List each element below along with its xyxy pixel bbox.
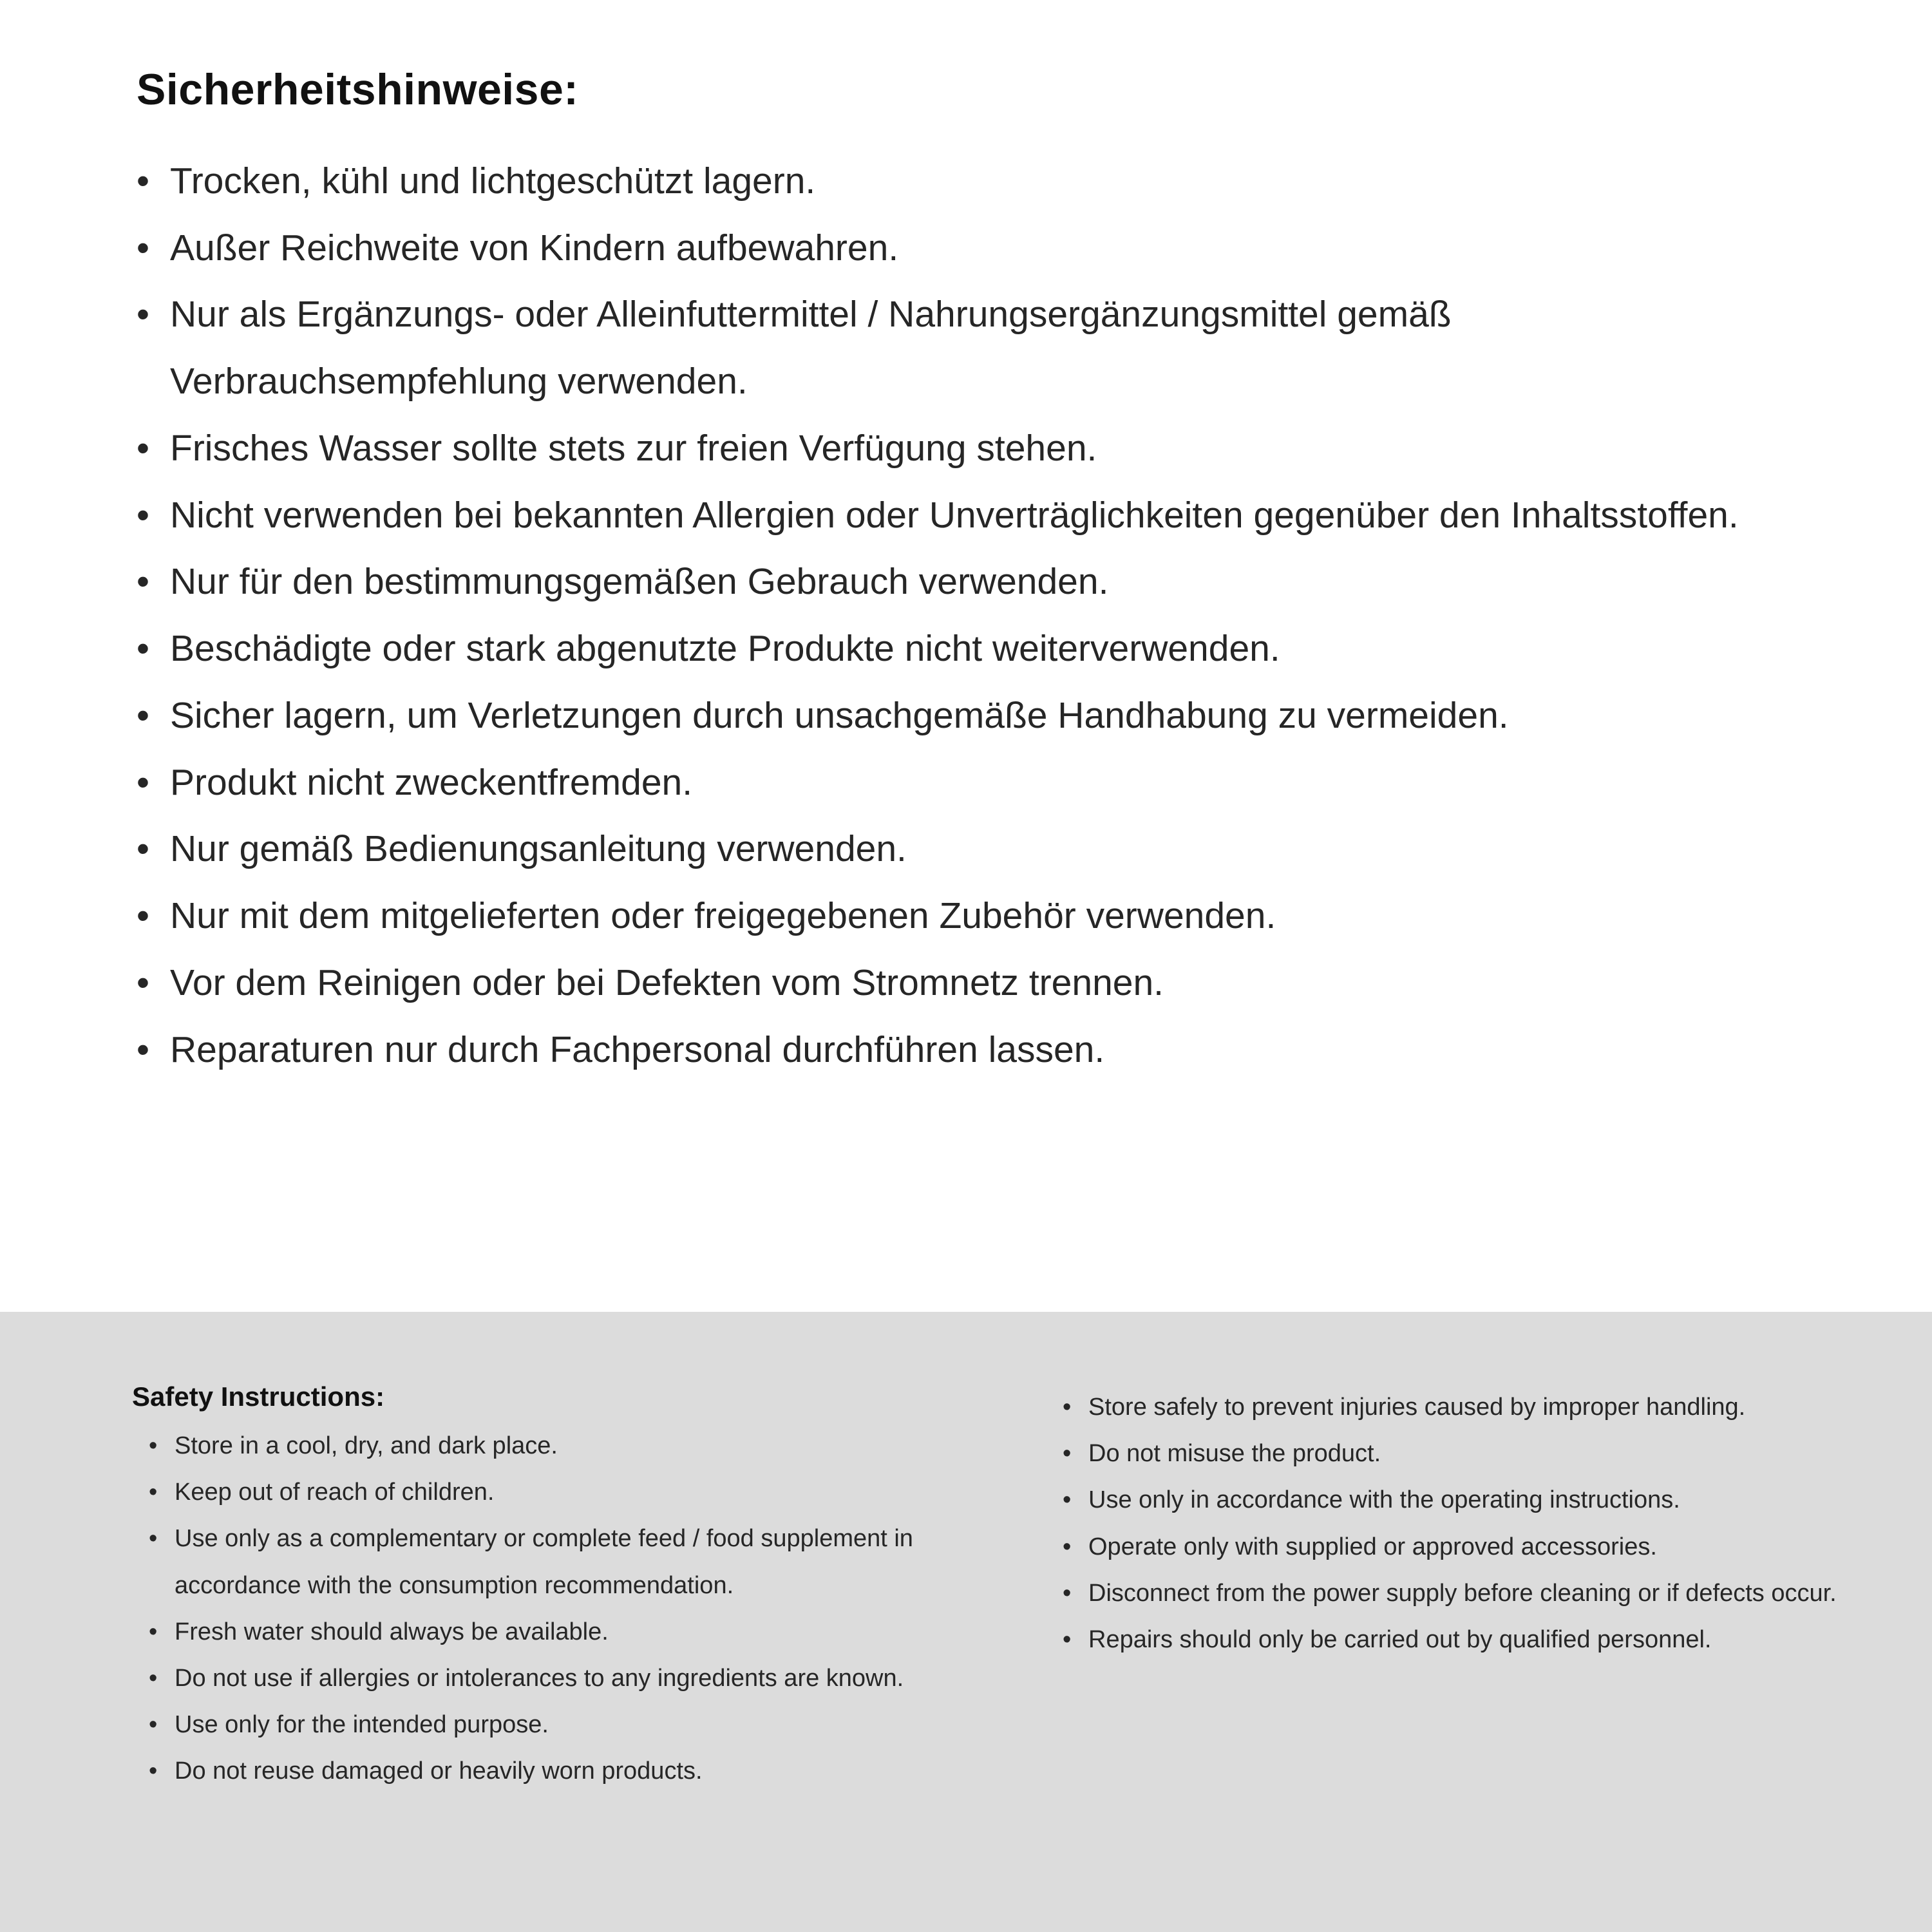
german-bullet-item	[137, 683, 1785, 750]
bullet-icon: •	[137, 761, 149, 803]
english-bullet-item	[149, 1423, 1008, 1469]
bullet-text: Store safely to prevent injuries caused by improper handling.	[1088, 1394, 1746, 1421]
german-bullet-list	[137, 148, 1785, 1083]
bullet-icon: •	[1063, 1533, 1072, 1560]
bullet-text: Vor dem Reinigen oder bei Defekten vom Stromnetz trennen.	[170, 961, 1164, 1003]
bullet-icon: •	[149, 1664, 158, 1692]
bullet-icon: •	[149, 1432, 158, 1459]
bullet-text: Sicher lagern, um Verletzungen durch unsachgemäße Handhabung zu vermeiden.	[170, 694, 1509, 736]
german-bullet-item	[137, 616, 1785, 683]
english-bullet-item	[1063, 1384, 1893, 1430]
bullet-text: Do not use if allergies or intolerances to any ingredients are known.	[175, 1664, 904, 1692]
bullet-icon: •	[137, 1028, 149, 1070]
bullet-icon: •	[137, 828, 149, 870]
bullet-text: Use only as a complementary or complete feed / food supplement in accordance with the consumption recommendation.	[175, 1525, 913, 1599]
english-bullet-item	[149, 1655, 1008, 1701]
german-bullet-item	[137, 883, 1785, 950]
bullet-icon: •	[137, 895, 149, 937]
bullet-icon: •	[137, 427, 149, 469]
german-bullet-item	[137, 549, 1785, 616]
bullet-text: Außer Reichweite von Kindern aufbewahren.	[170, 227, 899, 269]
german-bullet-item	[137, 415, 1785, 482]
bullet-icon: •	[137, 160, 149, 202]
german-bullet-item	[137, 816, 1785, 883]
english-bullet-item	[1063, 1570, 1893, 1616]
bullet-text: Nur mit dem mitgelieferten oder freigegebenen Zubehör verwenden.	[170, 895, 1276, 937]
english-heading: Safety Instructions:	[132, 1381, 385, 1412]
bullet-icon: •	[149, 1525, 158, 1553]
english-bullet-item	[149, 1748, 1008, 1794]
bullet-text: Use only for the intended purpose.	[175, 1711, 549, 1739]
english-bullet-item	[1063, 1430, 1893, 1477]
bullet-text: Nur für den bestimmungsgemäßen Gebrauch verwenden.	[170, 561, 1109, 603]
bullet-text: Fresh water should always be available.	[175, 1618, 609, 1645]
bullet-icon: •	[149, 1711, 158, 1739]
german-bullet-item	[137, 1017, 1785, 1084]
english-right-bullet-list	[1063, 1384, 1893, 1663]
bullet-text: Beschädigte oder stark abgenutzte Produkte nicht weiterverwenden.	[170, 628, 1280, 670]
bullet-text: Nur gemäß Bedienungsanleitung verwenden.	[170, 828, 907, 870]
english-bullet-item	[149, 1469, 1008, 1515]
bullet-text: Nur als Ergänzungs- oder Alleinfuttermittel / Nahrungsergänzungsmittel gemäß Verbrauchsempfehlung verwenden.	[170, 294, 1452, 402]
bullet-icon: •	[149, 1757, 158, 1785]
bullet-text: Repairs should only be carried out by qualified personnel.	[1088, 1625, 1712, 1653]
bullet-icon: •	[137, 628, 149, 670]
german-bullet-item	[137, 148, 1785, 215]
english-left-bullet-list	[149, 1423, 1008, 1795]
german-bullet-item	[137, 750, 1785, 817]
bullet-text: Reparaturen nur durch Fachpersonal durchführen lassen.	[170, 1028, 1105, 1070]
bullet-text: Use only in accordance with the operating instructions.	[1088, 1486, 1680, 1514]
bullet-text: Operate only with supplied or approved accessories.	[1088, 1533, 1657, 1560]
bullet-icon: •	[137, 294, 149, 336]
bullet-text: Do not misuse the product.	[1088, 1440, 1381, 1468]
english-right-column	[1063, 1381, 1893, 1932]
bullet-icon: •	[1063, 1625, 1072, 1653]
english-bullet-item	[1063, 1616, 1893, 1663]
bullet-icon: •	[1063, 1394, 1072, 1421]
bullet-icon: •	[137, 561, 149, 603]
english-bullet-item	[1063, 1477, 1893, 1523]
bullet-text: Do not reuse damaged or heavily worn products.	[175, 1757, 703, 1785]
bullet-text: Produkt nicht zweckentfremden.	[170, 761, 693, 803]
bullet-icon: •	[137, 694, 149, 736]
english-bullet-item	[1063, 1524, 1893, 1570]
bullet-icon: •	[137, 494, 149, 536]
english-bullet-item	[149, 1701, 1008, 1748]
bullet-icon: •	[137, 961, 149, 1003]
bullet-text: Frisches Wasser sollte stets zur freien Verfügung stehen.	[170, 427, 1097, 469]
bullet-text: Store in a cool, dry, and dark place.	[175, 1432, 558, 1459]
bullet-icon: •	[1063, 1440, 1072, 1468]
bullet-icon: •	[149, 1618, 158, 1645]
bullet-text: Nicht verwenden bei bekannten Allergien oder Unverträglichkeiten gegenüber den Inhaltsstoffen.	[170, 494, 1739, 536]
english-bullet-item	[149, 1609, 1008, 1655]
german-bullet-item	[137, 950, 1785, 1017]
german-bullet-item	[137, 482, 1785, 549]
english-section	[0, 1312, 1932, 1932]
bullet-text: Trocken, kühl und lichtgeschützt lagern.	[170, 160, 816, 202]
german-bullet-item	[137, 281, 1785, 415]
bullet-text: Keep out of reach of children.	[175, 1479, 495, 1506]
bullet-icon: •	[1063, 1579, 1072, 1607]
english-left-column	[132, 1381, 1008, 1932]
bullet-icon: •	[137, 227, 149, 269]
english-bullet-item	[149, 1515, 1008, 1608]
bullet-icon: •	[1063, 1486, 1072, 1514]
german-bullet-item	[137, 215, 1785, 282]
german-heading: Sicherheitshinweise:	[137, 65, 579, 114]
bullet-text: Disconnect from the power supply before cleaning or if defects occur.	[1088, 1579, 1837, 1607]
bullet-icon: •	[149, 1479, 158, 1506]
